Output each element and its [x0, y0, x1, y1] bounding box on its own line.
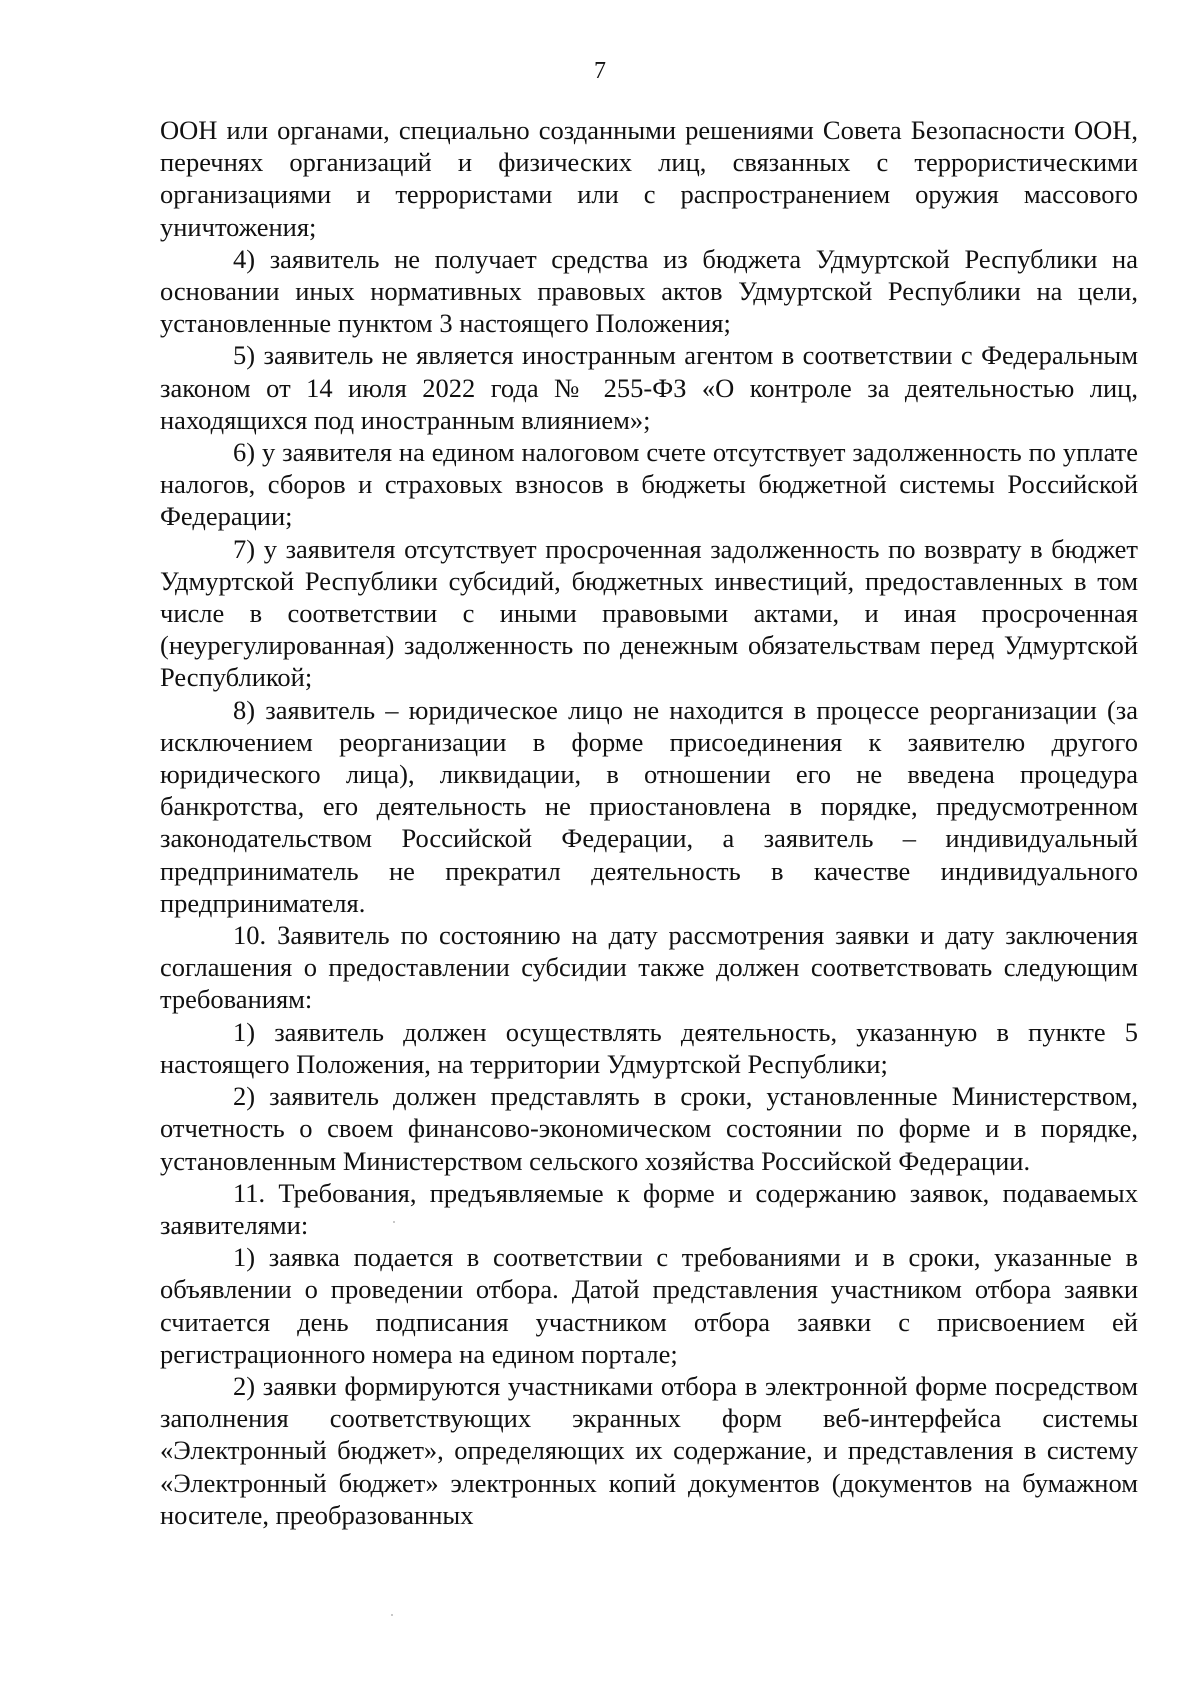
document-body	[160, 114, 1138, 1531]
paragraph-item-8: 8) заявитель – юридическое лицо не находится в процессе реорганизации (за исключением реорганизации в форме присоединения к заявителю другого юридического лица), ликвидации, в отношении его не введена процедура банкротства, его деятельность не приостановлена в порядке, предусмотренном законодательством Российской Федерации, а заявитель – индивидуальный предприниматель не прекратил деятельность в качестве индивидуального предпринимателя.	[160, 694, 1138, 918]
paragraph-section-10-item-1: 1) заявитель должен осуществлять деятельность, указанную в пункте 5 настоящего Положения, на территории Удмуртской Республики;	[160, 1016, 1138, 1079]
scan-speck	[391, 1614, 393, 1616]
paragraph-item-7: 7) у заявителя отсутствует просроченная задолженность по возврату в бюджет Удмуртской Республики субсидий, бюджетных инвестиций, предоставленных в том числе в соответствии с иными правовыми актами, и иная просроченная (неурегулированная) задолженность по денежным обязательствам перед Удмуртской Республикой;	[160, 533, 1138, 693]
paragraph-section-11-item-1: 1) заявка подается в соответствии с требованиями и в сроки, указанные в объявлении о проведении отбора. Датой представления участником отбора заявки считается день подписания участником отбора заявки с присвоением ей регистрационного номера на едином портале;	[160, 1242, 1138, 1369]
paragraph-item-4: 4) заявитель не получает средства из бюджета Удмуртской Республики на основании иных нормативных правовых актов Удмуртской Республики на цели, установленные пунктом 3 настоящего Положения;	[160, 243, 1138, 339]
paragraph-section-10: 10. Заявитель по состоянию на дату рассмотрения заявки и дату заключения соглашения о предоставлении субсидии также должен соответствовать следующим требованиям:	[160, 920, 1138, 1015]
scan-speck	[393, 1221, 395, 1223]
paragraph-continuation: ООН или органами, специально созданными решениями Совета Безопасности ООН, перечнях организаций и физических лиц, связанных с террористическими организациями и террористами или с распространением оружия массового уничтожения;	[160, 115, 1138, 242]
paragraph-section-10-item-2: 2) заявитель должен представлять в сроки, установленные Министерством, отчетность о своем финансово-экономическом состоянии по форме и в порядке, установленным Министерством сельского хозяйства Российской Федерации.	[160, 1081, 1138, 1176]
paragraph-item-6: 6) у заявителя на едином налоговом счете отсутствует задолженность по уплате налогов, сборов и страховых взносов в бюджеты бюджетной системы Российской Федерации;	[160, 437, 1138, 532]
paragraph-section-11-item-2: 2) заявки формируются участниками отбора в электронной форме посредством заполнения соответствующих экранных форм веб-интерфейса системы «Электронный бюджет», определяющих их содержание, и представления в систему «Электронный бюджет» электронных копий документов (документов на бумажном носителе, преобразованных	[160, 1370, 1138, 1530]
page-number: 7	[594, 58, 606, 84]
paragraph-item-5: 5) заявитель не является иностранным агентом в соответствии с Федеральным законом от 14 июля 2022 года № 255-ФЗ «О контроле за деятельностью лиц, находящихся под иностранным влиянием»;	[160, 340, 1138, 435]
paragraph-section-11: 11. Требования, предъявляемые к форме и содержанию заявок, подаваемых заявителями:	[160, 1177, 1138, 1240]
